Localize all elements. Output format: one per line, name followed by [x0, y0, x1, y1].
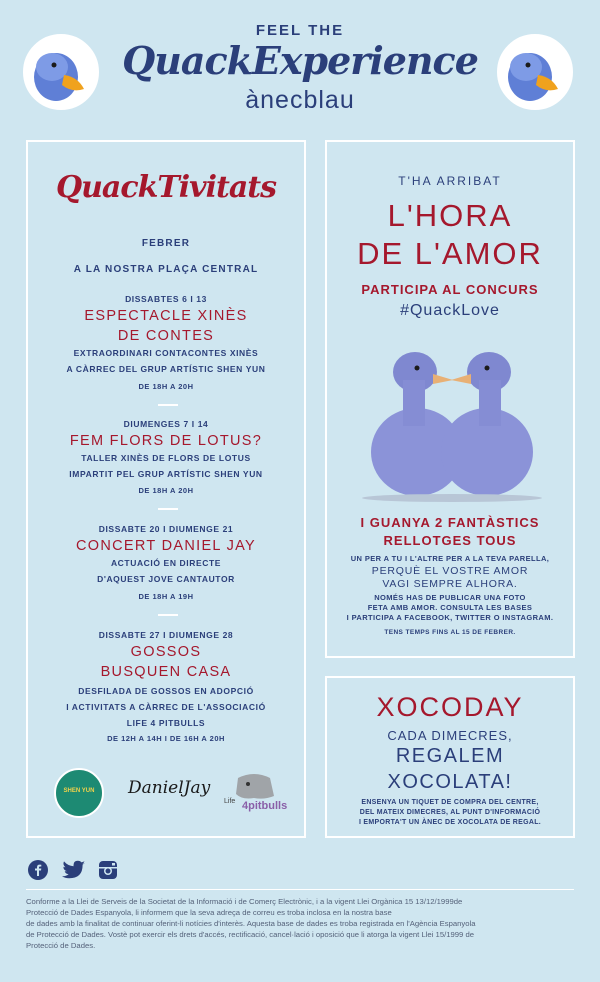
- place-label: A LA NOSTRA PLAÇA CENTRAL: [73, 264, 259, 275]
- event-desc: A CÀRREC DEL GRUP ARTÍSTIC SHEN YUN: [66, 364, 266, 374]
- shenyun-logo-text: SHEN YUN: [63, 788, 95, 794]
- guanya-title: I GUANYA 2 FANTÀSTICS: [360, 515, 540, 530]
- daniel-jay-logo: DanielJay: [128, 778, 211, 798]
- xocoday-body: ENSENYA UN TIQUET DE COMPRA DEL CENTRE,: [361, 799, 539, 806]
- event-desc: TALLER XINÈS DE FLORS DE LOTUS: [81, 453, 251, 463]
- event-desc: LIFE 4 PITBULLS: [126, 718, 206, 728]
- legal-line: Protecció de Dades.: [26, 941, 96, 950]
- quacktivitats-logo: QuackTivitats: [55, 170, 277, 205]
- legal-line: Conforme a la Llei de Serveis de la Societat de la Informació i de Comerç Electrònic, i a la vigent Llei Orgànica 15 13/12/1999de: [26, 897, 463, 906]
- xocoday-cada: CADA DIMECRES,: [387, 728, 513, 743]
- event-title: GOSSOS: [130, 644, 202, 660]
- xocoday-regalem: REGALEM: [395, 745, 505, 767]
- event-time: DE 18H A 19H: [138, 592, 194, 601]
- event-desc: I ACTIVITATS A CÀRREC DE L'ASSOCIACIÓ: [66, 702, 266, 712]
- legal-line: de Protecció de Dades. Vostè pot exercir els drets d'accés, rectificació, cancel·lació i oposició que li atorga la vigent Llei 15/1999 de: [26, 930, 475, 939]
- xocoday-title: XOCODAY: [376, 692, 524, 722]
- rules-text: FETA AMB AMOR. CONSULTA LES BASES: [367, 603, 533, 612]
- event-desc: ACTUACIÓ EN DIRECTE: [110, 558, 222, 568]
- life-text: Life: [224, 798, 236, 805]
- hora-title: DE L'AMOR: [357, 236, 543, 271]
- event-dates: DISSABTE 27 I DIUMENGE 28: [98, 630, 234, 640]
- event-title: ESPECTACLE XINÈS: [84, 308, 248, 324]
- pitbulls-text: 4pitbulls: [242, 800, 288, 812]
- event-desc: IMPARTIT PEL GRUP ARTÍSTIC SHEN YUN: [69, 469, 263, 479]
- event-dates: DISSABTE 20 I DIUMENGE 21: [98, 524, 234, 534]
- xocoday-body: I EMPORTA'T UN ÀNEC DE XOCOLATA DE REGAL.: [358, 819, 542, 826]
- legal-line: Protecció de Dades Espanyola, li informem que la seva adreça de correu es troba inclosa en la nostra base: [26, 908, 392, 917]
- rules-text: NOMÉS HAS DE PUBLICAR UNA FOTO: [374, 593, 526, 602]
- twitter-icon[interactable]: [62, 860, 86, 880]
- hora-title: L'HORA: [387, 198, 513, 233]
- divider: [158, 614, 178, 616]
- brand-logo: QuackExperience: [122, 38, 478, 83]
- event-desc: EXTRAORDINARI CONTACONTES XINÈS: [73, 348, 259, 358]
- prize-text: UN PER A TU I L'ALTRE PER A LA TEVA PARELLA,: [350, 554, 550, 563]
- divider: [158, 404, 178, 406]
- event-title: BUSQUEN CASA: [100, 664, 232, 680]
- brand-sub: ànecblau: [245, 86, 355, 114]
- event-title: CONCERT DANIEL JAY: [76, 538, 256, 554]
- ducks-image: [347, 332, 557, 502]
- footer-divider: [26, 889, 574, 890]
- hashtag: #QuackLove: [400, 302, 500, 319]
- event-title: DE CONTES: [117, 328, 215, 344]
- deadline-text: TENS TEMPS FINS AL 15 DE FEBRER.: [384, 629, 516, 636]
- event-title: FEM FLORS DE LOTUS?: [69, 433, 263, 449]
- month-label: FEBRER: [141, 238, 191, 249]
- ha-arribat: T'HA ARRIBAT: [398, 174, 502, 188]
- prize-text: VAGI SEMPRE ALHORA.: [382, 578, 518, 590]
- facebook-icon[interactable]: [28, 860, 48, 880]
- event-dates: DIUMENGES 7 I 14: [123, 419, 209, 429]
- participa-label: PARTICIPA AL CONCURS: [361, 282, 539, 297]
- event-time: DE 12H A 14H I DE 16H A 20H: [107, 734, 225, 743]
- event-desc: D'AQUEST JOVE CANTAUTOR: [97, 574, 235, 584]
- prize-text: PERQUÈ EL VOSTRE AMOR: [371, 565, 529, 577]
- event-time: DE 18H A 20H: [138, 382, 194, 391]
- quacklove-panel: [325, 140, 575, 658]
- header-tagline: FEEL THE: [255, 22, 345, 39]
- life4pitbulls-logo: [224, 770, 288, 814]
- guanya-title: RELLOTGES TOUS: [383, 533, 517, 548]
- rules-text: I PARTICIPA A FACEBOOK, TWITTER O INSTAGRAM.: [346, 613, 554, 622]
- legal-text: [26, 896, 574, 951]
- quacktivitats-panel: [26, 140, 306, 838]
- event-dates: DISSABTES 6 I 13: [125, 294, 207, 304]
- shenyun-logo: [54, 768, 104, 818]
- xocoday-body: DEL MATEIX DIMECRES, AL PUNT D'INFORMACIÓ: [359, 809, 541, 816]
- xocoday-panel: [325, 676, 575, 838]
- event-desc: DESFILADA DE GOSSOS EN ADOPCIÓ: [78, 686, 254, 696]
- instagram-icon[interactable]: [98, 860, 118, 880]
- legal-line: de dades amb la finalitat de continuar oferint-li notícies d'interès. Aquesta base de dades es troba registrada en l'Agència Espanyola: [26, 919, 476, 928]
- divider: [158, 508, 178, 510]
- xocoday-regalem: XOCOLATA!: [387, 771, 513, 793]
- event-time: DE 18H A 20H: [138, 486, 194, 495]
